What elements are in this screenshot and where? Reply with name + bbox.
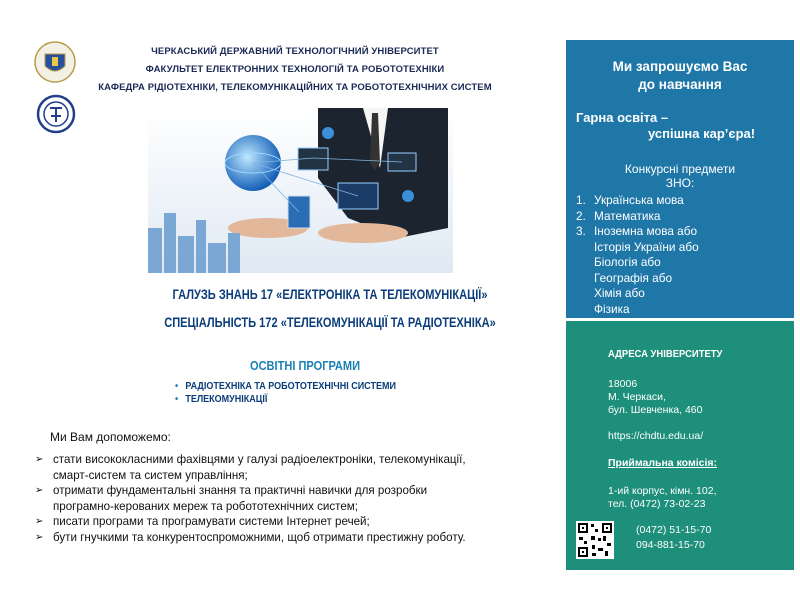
field-of-knowledge: ГАЛУЗЬ ЗНАНЬ 17 «ЕЛЕКТРОНІКА ТА ТЕЛЕКОМУНІКАЦІЇ»: [172, 287, 488, 302]
help-list: [33, 452, 553, 545]
subject-item: 1. Українська мова: [576, 193, 684, 207]
technology-illustration: [148, 108, 453, 273]
admission-commission-title: Приймальна комісія:: [608, 457, 718, 469]
slogan-line1: Гарна освіта –: [576, 110, 669, 125]
help-item: ➢ стати висококласними фахівцями у галузі радіоелектроніки, телекомунікації,: [35, 453, 466, 466]
address-title: АДРЕСА УНІВЕРСИТЕТУ: [608, 348, 723, 360]
phone-number: (0472) 51-15-70: [636, 524, 712, 536]
help-item: ➢ отримати фундаментальні знання та практичні навички для розробки: [35, 484, 428, 497]
address-panel: [566, 321, 794, 570]
invitation-heading: Ми запрошуємо Вас до навчання: [612, 59, 748, 92]
university-website-link[interactable]: https://chdtu.edu.ua/: [608, 430, 704, 442]
help-item: ➢ писати програми та програмувати системи Інтернет речей;: [35, 515, 370, 528]
specialty: СПЕЦІАЛЬНІСТЬ 172 «ТЕЛЕКОМУНІКАЦІЇ ТА РАДІОТЕХНІКА»: [164, 315, 496, 330]
faculty-name: ФАКУЛЬТЕТ ЕЛЕКТРОННИХ ТЕХНОЛОГІЙ ТА РОБОТОТЕХНІКИ: [145, 64, 445, 75]
help-item-continuation: смарт-систем та систем управління;: [53, 468, 248, 482]
address-city: М. Черкаси,: [608, 391, 666, 403]
help-item: ➢ бути гнучкими та конкурентоспроможними, щоб отримати престижну роботу.: [35, 530, 466, 544]
programs-list: [175, 380, 420, 406]
qr-code-icon: [576, 521, 614, 559]
program-item: • РАДІОТЕХНІКА ТА РОБОТОТЕХНІЧНІ СИСТЕМИ: [175, 380, 396, 393]
faculty-logo-icon: [36, 94, 76, 134]
university-name: ЧЕРКАСЬКИЙ ДЕРЖАВНИЙ ТЕХНОЛОГІЧНИЙ УНІВЕРСИТЕТ: [151, 46, 439, 57]
arrow-bullet-icon: ➢: [35, 485, 44, 496]
subject-alternative: Географія або: [594, 270, 673, 285]
subject-item: 3. Іноземна мова або: [576, 224, 698, 238]
mobile-number: 094-881-15-70: [636, 539, 705, 551]
admission-building: 1-ий корпус, кімн. 102,: [608, 485, 717, 497]
admission-phone: тел. (0472) 73-02-23: [608, 498, 706, 510]
help-title: Ми Вам допоможемо:: [50, 430, 171, 444]
arrow-bullet-icon: ➢: [35, 531, 44, 543]
subject-alternative: Хімія або: [594, 286, 645, 300]
department-name: КАФЕДРА РІДІОТЕХНІКИ, ТЕЛЕКОМУНІКАЦІЙНИХ ТА РОБОТОТЕХНІЧНИХ СИСТЕМ: [98, 82, 492, 93]
arrow-bullet-icon: ➢: [35, 454, 44, 465]
arrow-bullet-icon: ➢: [35, 516, 44, 527]
address-zip: 18006: [608, 378, 638, 390]
slogan-line2: успішна кар’єра!: [648, 126, 756, 141]
subject-alternative: Біологія або: [594, 255, 661, 269]
programs-title: ОСВІТНІ ПРОГРАМИ: [249, 358, 361, 373]
invitation-panel: [566, 40, 794, 318]
address-street: бул. Шевченка, 460: [608, 404, 703, 416]
subjects-list: [576, 193, 699, 317]
subject-alternative: Фізика: [594, 301, 630, 316]
help-item-continuation: програмно-керованих мереж та робототехнічних систем;: [53, 499, 358, 513]
university-emblem-icon: [34, 40, 76, 84]
zno-title: Конкурсні предмети ЗНО:: [624, 162, 736, 190]
subject-alternative: Історія України або: [594, 239, 699, 254]
subject-item: 2. Математика: [576, 208, 661, 223]
program-item: • ТЕЛЕКОМУНІКАЦІЇ: [175, 393, 396, 406]
